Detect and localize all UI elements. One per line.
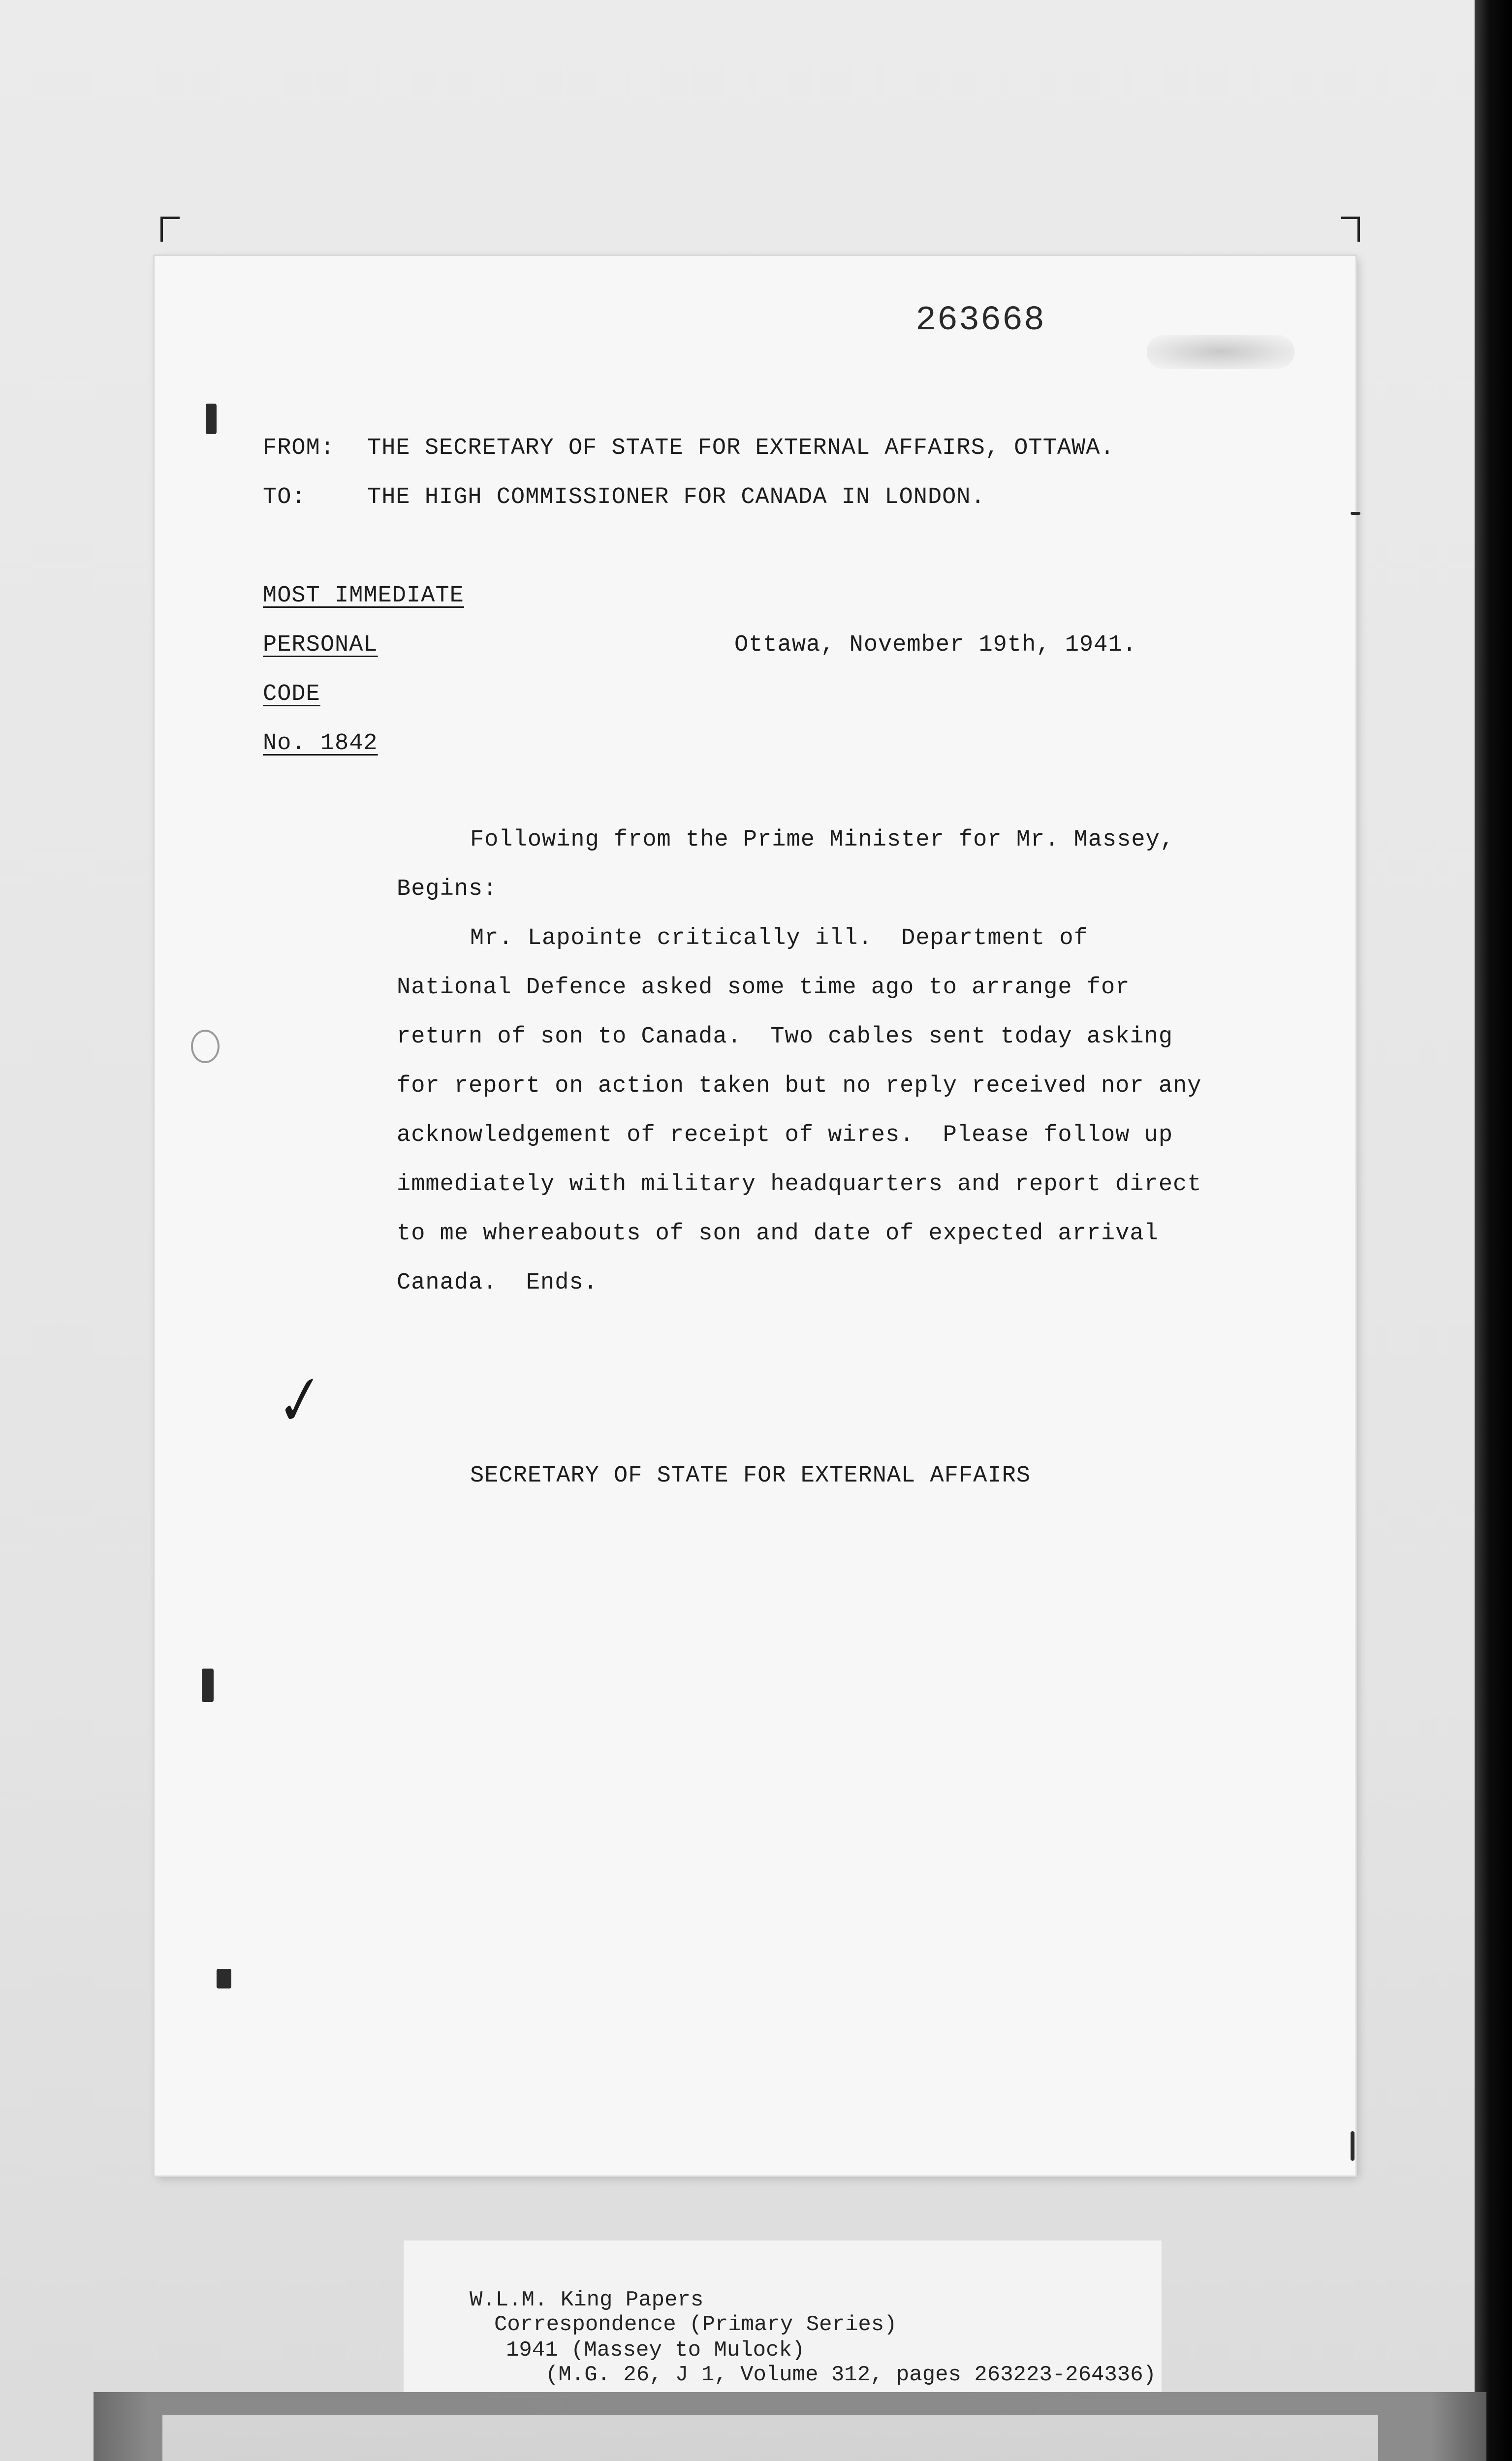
body-line: Begins: [397,876,498,902]
body-line: immediately with military headquarters and report direct [397,1171,1202,1198]
from-label: FROM: [263,435,335,461]
slip-line: Correspondence (Primary Series) [494,2312,897,2337]
personal-marking: PERSONAL [263,632,378,658]
code-marking: CODE [263,681,320,707]
priority-marking: MOST IMMEDIATE [263,583,464,609]
binding-tab-mark [217,1969,231,1988]
sheet-edge-mark [1351,2131,1354,2161]
body-line: Canada. Ends. [397,1270,598,1296]
signature-block: SECRETARY OF STATE FOR EXTERNAL AFFAIRS [470,1463,1031,1489]
telegram-sheet [155,256,1355,2176]
document-number: 263668 [915,301,1046,340]
film-edge [1475,0,1512,2461]
punch-hole [191,1030,220,1063]
from-text: THE SECRETARY OF STATE FOR EXTERNAL AFFAIRS, OTTAWA. [367,435,1115,461]
handwritten-check-mark: ✓ [261,1362,330,1443]
body-line: Mr. Lapointe critically ill. Department of [470,925,1088,951]
body-line: acknowledgement of receipt of wires. Please follow up [397,1122,1173,1148]
slip-line: (M.G. 26, J 1, Volume 312, pages 263223-264336) [545,2363,1157,2387]
crop-mark-top-right [1341,217,1360,242]
message-number: No. 1842 [263,730,378,757]
body-line: return of son to Canada. Two cables sent today asking [397,1024,1173,1050]
body-line: to me whereabouts of son and date of expected arrival [397,1221,1159,1247]
crop-mark-top-left [160,217,180,242]
place-date: Ottawa, November 19th, 1941. [734,632,1137,658]
body-line: National Defence asked some time ago to arrange for [397,975,1130,1001]
slip-line: 1941 (Massey to Mulock) [506,2338,805,2363]
binding-tab-mark [206,404,217,434]
binding-tab-mark [202,1669,214,1702]
faded-stamp [1147,335,1294,369]
archives-label-card [162,2415,1378,2461]
to-text: THE HIGH COMMISSIONER FOR CANADA IN LONDON. [367,484,985,510]
sheet-edge-mark [1351,512,1360,515]
body-line: for report on action taken but no reply received nor any [397,1073,1202,1099]
to-label: TO: [263,484,306,510]
body-line: Following from the Prime Minister for Mr. Massey, [470,827,1175,853]
slip-line: W.L.M. King Papers [470,2288,704,2312]
